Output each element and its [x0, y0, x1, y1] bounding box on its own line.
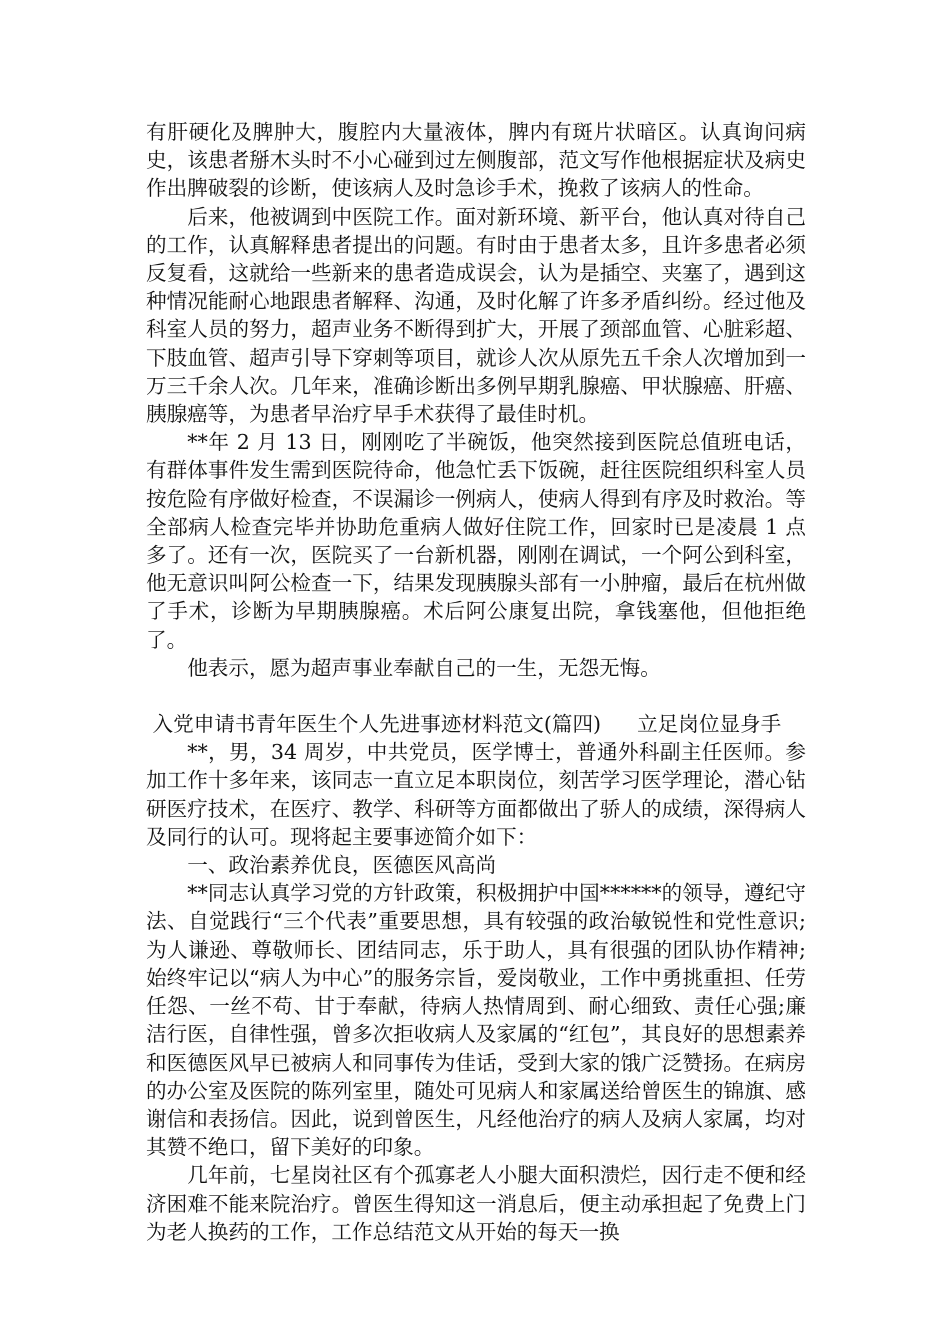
- paragraph-gap: [146, 682, 806, 710]
- body-text-top: [146, 118, 806, 682]
- paragraph: **，男，34 周岁，中共党员，医学博士，普通外科副主任医师。参加工作十多年来，该同志一直立足本职岗位，刻苦学习医学理论，潜心钻研医疗技术，在医疗、教学、科研等方面都做出了骄人的成绩，深得病人及同行的认可。现将起主要事迹简介如下：: [146, 740, 806, 849]
- paragraph: **年 2 月 13 日，刚刚吃了半碗饭，他突然接到医院总值班电话，有群体事件发生需到医院待命，他急忙丢下饭碗，赶往医院组织科室人员按危险有序做好检查，不误漏诊一例病人，使病人得到有序及时救治。等全部病人检查完毕并协助危重病人做好住院工作，回家时已是凌晨 1 点多了。还有一次，医院买了一台新机器，刚刚在调试，一个阿公到科室，他无意识叫阿公检查一下，结果发现胰腺头部有一小肿瘤，最后在杭州做了手术，诊断为早期胰腺癌。术后阿公康复出院，拿钱塞他，但他拒绝了。: [146, 430, 806, 652]
- section-heading-sub: 立足岗位显身手: [637, 712, 782, 737]
- paragraph: 有肝硬化及脾肿大，腹腔内大量液体，脾内有斑片状暗区。认真询问病史，该患者掰木头时不小心碰到过左侧腹部，范文写作他根据症状及病史作出脾破裂的诊断，使该病人及时急诊手术，挽救了该病人的性命。: [146, 120, 806, 201]
- document-page: [146, 118, 806, 1246]
- body-text-bottom: [146, 738, 806, 1246]
- paragraph: 几年前，七星岗社区有个孤寡老人小腿大面积溃烂，因行走不便和经济困难不能来院治疗。曾医生得知这一消息后，便主动承担起了免费上门为老人换药的工作，工作总结范文从开始的每天一换: [146, 1163, 806, 1244]
- paragraph: 他表示，愿为超声事业奉献自己的一生，无怨无悔。: [187, 655, 661, 680]
- subheading: 一、政治素养优良，医德医风高尚: [187, 853, 497, 878]
- paragraph: **同志认真学习党的方针政策，积极拥护中国******的领导，遵纪守法、自觉践行“三个代表”重要思想，具有较强的政治敏锐性和党性意识;为人谦逊、尊敬师长、团结同志，乐于助人，具有很强的团队协作精神;始终牢记以“病人为中心”的服务宗旨，爱岗敬业，工作中勇挑重担、任劳任怨、一丝不苟、甘于奉献，待病人热情周到、耐心细致、责任心强;廉洁行医，自律性强，曾多次拒收病人及家属的“红包”，其良好的思想素养和医德医风早已被病人和同事传为佳话，受到大家的饿广泛赞扬。在病房的办公室及医院的陈列室里，随处可见病人和家属送给曾医生的锦旗、感谢信和表扬信。因此，说到曾医生，凡经他治疗的病人及病人家属，均对其赞不绝口，留下美好的印象。: [146, 881, 806, 1160]
- section-heading: [146, 710, 806, 738]
- section-heading-main: 入党申请书青年医生个人先进事迹材料范文(篇四): [152, 712, 602, 737]
- paragraph: 后来，他被调到中医院工作。面对新环境、新平台，他认真对待自己的工作，认真解释患者提出的问题。有时由于患者太多，且许多患者必须反复看，这就给一些新来的患者造成误会，认为是插空、夹塞了，遇到这种情况能耐心地跟患者解释、沟通，及时化解了许多矛盾纠纷。经过他及科室人员的努力，超声业务不断得到扩大，开展了颈部血管、心脏彩超、下肢血管、超声引导下穿刺等项目，就诊人次从原先五千余人次增加到一万三千余人次。几年来，准确诊断出多例早期乳腺癌、甲状腺癌、肝癌、胰腺癌等，为患者早治疗早手术获得了最佳时机。: [146, 204, 806, 427]
